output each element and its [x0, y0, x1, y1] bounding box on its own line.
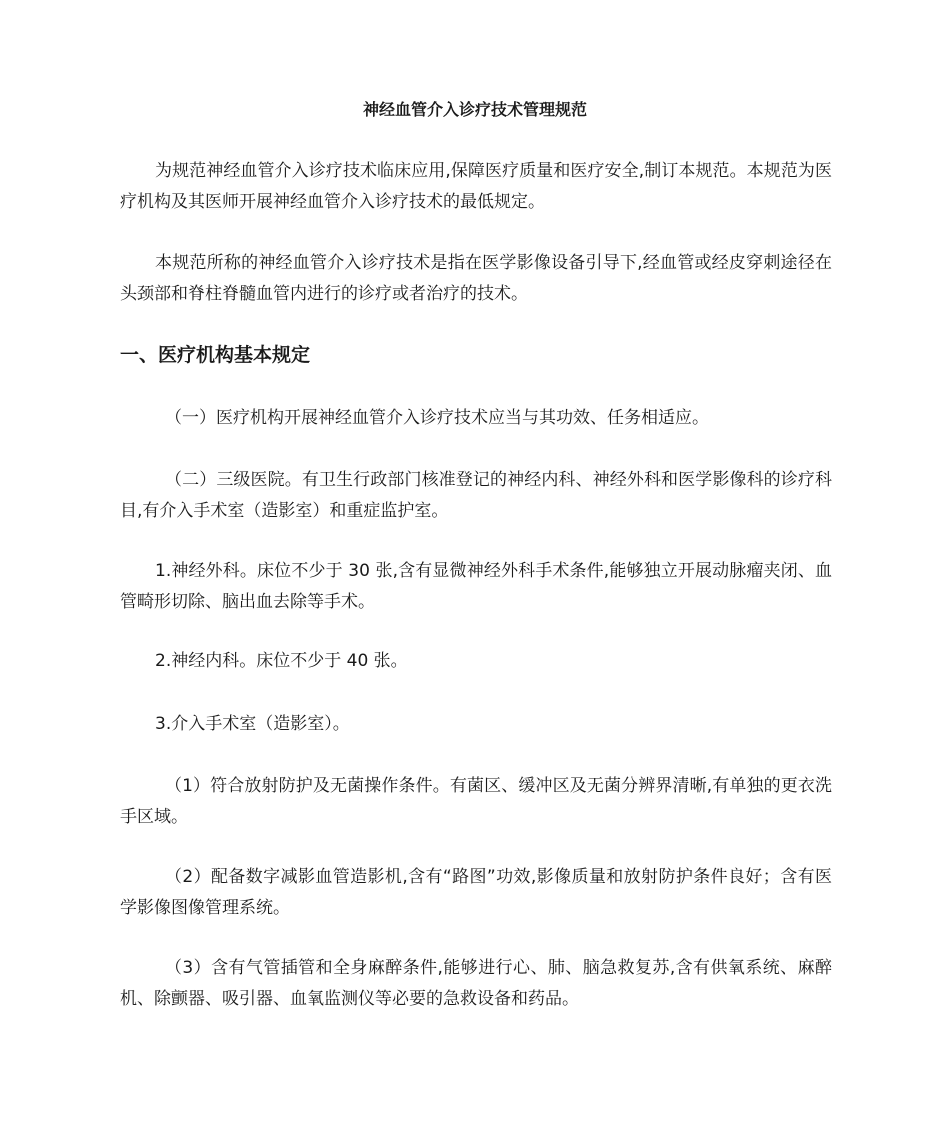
section-paragraph-3: 1.神经外科。床位不少于 30 张,含有显微神经外科手术条件,能够独立开展动脉瘤夹闭、血管畸形切除、脑出血去除等手术。	[120, 561, 832, 612]
section-paragraph-7: （2）配备数字减影血管造影机,含有“路图”功效,影像质量和放射防护条件良好；含有医学影像图像管理系统。	[120, 867, 832, 918]
section-paragraph-2: （二）三级医院。有卫生行政部门核准登记的神经内科、神经外科和医学影像科的诊疗科目,有介入手术室（造影室）和重症监护室。	[120, 470, 832, 521]
intro-paragraph-1: 为规范神经血管介入诊疗技术临床应用,保障医疗质量和医疗安全,制订本规范。本规范为医疗机构及其医师开展神经血管介入诊疗技术的最低规定。	[120, 161, 832, 212]
intro-paragraph-2: 本规范所称的神经血管介入诊疗技术是指在医学影像设备引导下,经血管或经皮穿刺途径在头颈部和脊柱脊髓血管内进行的诊疗或者治疗的技术。	[120, 253, 832, 304]
section-paragraph-4: 2.神经内科。床位不少于 40 张。	[155, 651, 408, 671]
document-title: 神经血管介入诊疗技术管理规范	[362, 100, 587, 119]
section-heading: 一、医疗机构基本规定	[120, 344, 311, 366]
section-paragraph-6: （1）符合放射防护及无菌操作条件。有菌区、缓冲区及无菌分辨界清晰,有单独的更衣洗手区域。	[120, 776, 832, 827]
section-paragraph-8: （3）含有气管插管和全身麻醉条件,能够进行心、肺、脑急救复苏,含有供氧系统、麻醉机、除颤器、吸引器、血氧监测仪等必要的急救设备和药品。	[120, 958, 832, 1009]
section-paragraph-5: 3.介入手术室（造影室）。	[155, 714, 350, 734]
section-paragraph-1: （一）医疗机构开展神经血管介入诊疗技术应当与其功效、任务相适应。	[165, 408, 709, 428]
